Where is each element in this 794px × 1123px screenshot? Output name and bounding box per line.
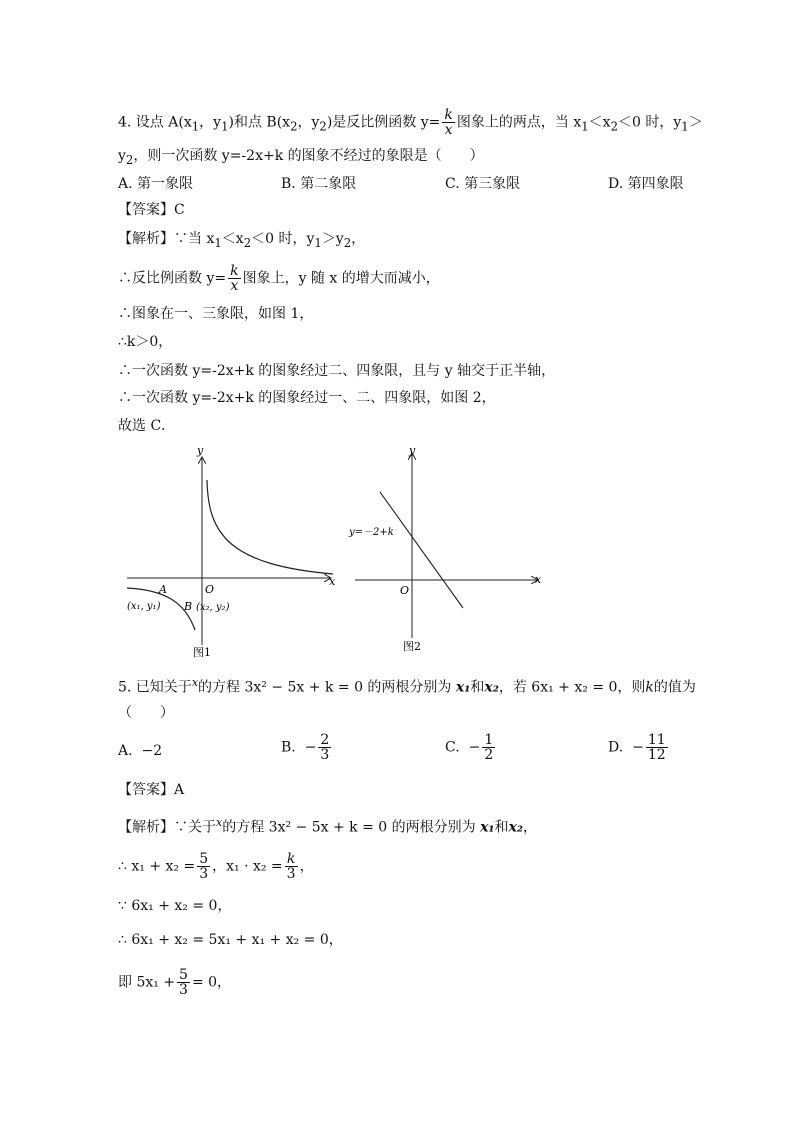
q5-option-d-frac: [646, 733, 668, 762]
q4-sub: 2: [319, 119, 327, 134]
q4-sub: 1: [214, 235, 222, 250]
q4-text: ＞: [688, 114, 703, 131]
fig1-coord-a: (x₁, y₁): [127, 601, 161, 612]
q4-analysis-line2: [118, 264, 440, 293]
fig1-x-label: x: [329, 575, 336, 588]
q5-text: −: [304, 739, 317, 756]
q5-text: 即 5x₁ +: [118, 974, 176, 991]
q5-text: 5. 已知关于: [118, 679, 192, 696]
q5-analysis-line5: [118, 968, 231, 997]
q4-analysis-line6: ∴一次函数 y=-2x+k 的图象经过一、二、四象限，如图 2，: [118, 390, 496, 406]
fig2-caption: 图2: [403, 640, 421, 653]
q4-text: ∴反比例函数 y=: [118, 270, 227, 287]
fig2-x-label: x: [535, 573, 542, 586]
q5-text: 的方程 3x² − 5x + k = 0 的两根分别为: [198, 679, 456, 696]
q5-analysis-line4: ∴ 6x₁ + x₂ = 5x₁ + x₁ + x₂ = 0，: [118, 932, 343, 948]
q5-text: 的方程 3x² − 5x + k = 0 的两根分别为: [222, 819, 481, 836]
fig2-y-label: y: [409, 444, 416, 457]
q5-text: −: [468, 739, 481, 756]
frac-num: 1: [484, 732, 494, 748]
q4-text: ＜x: [588, 114, 611, 131]
frac-den: 3: [320, 747, 330, 763]
q5-option-c-frac: [482, 733, 495, 762]
q5-option-b: [281, 733, 333, 762]
frac-den: 3: [199, 866, 209, 882]
frac-den: x: [230, 278, 239, 294]
q4-text: 图象上，y 随 x 的增大而减小，: [242, 270, 440, 287]
frac-den: 3: [179, 982, 188, 998]
q5-option-b-frac: [318, 733, 331, 762]
frac-num: k: [444, 107, 453, 123]
fig1-y-label: y: [197, 444, 204, 457]
frac-num: k: [230, 263, 239, 279]
q5-text: D.: [608, 739, 624, 756]
q4-text: ＜x: [221, 231, 244, 247]
q4-analysis-line4: ∴k＞0，: [118, 334, 173, 350]
q4-text: y: [118, 148, 126, 164]
fig1-curve-q1: [207, 480, 333, 574]
fig1-point-b: B: [184, 600, 193, 613]
q4-text: )和点 B(x: [228, 114, 291, 131]
q5-analysis-line1: [118, 813, 537, 838]
q5-text: 的值为: [653, 679, 696, 696]
q5-var: x₂: [484, 679, 499, 696]
fig2-line: [380, 492, 463, 608]
q4-text: ，: [351, 231, 366, 247]
q4-answer: 【答案】C: [118, 202, 185, 218]
q4-option-b: B. 第二象限: [281, 176, 357, 192]
q4-fraction-2: [228, 264, 240, 293]
q4-stem-line1: [118, 108, 703, 137]
frac-num: 11: [647, 732, 666, 748]
q4-fraction: [442, 108, 454, 137]
q5-var: x₁: [455, 679, 471, 696]
q4-analysis-line3: ∴图象在一、三象限，如图 1，: [118, 306, 314, 322]
q4-text: )是反比例函数 y=: [326, 114, 441, 131]
q4-text: ＜0 时，y: [251, 231, 315, 247]
fig2-origin: O: [400, 584, 410, 597]
q5-frac-k-3: [285, 852, 298, 881]
q4-text: 图象上的两点，当 x: [456, 114, 582, 131]
frac-num: k: [285, 852, 298, 867]
q5-stem-line2: （ ）: [118, 705, 174, 721]
q4-stem-line2: [118, 146, 484, 170]
frac-den: x: [444, 122, 453, 138]
fig1-point-a: A: [159, 583, 167, 596]
q5-var: x: [216, 816, 223, 829]
q5-answer: 【答案】A: [118, 782, 185, 798]
fig1-coord-b: (x₂, y₂): [196, 602, 230, 613]
q4-analysis-line7: 故选 C．: [118, 418, 176, 434]
q5-var: x₁: [480, 819, 495, 836]
q5-var: k: [645, 679, 654, 696]
q4-text: ，则一次函数 y=-2x+k 的图象不经过的象限是（ ）: [133, 148, 484, 164]
q4-text: ，y: [297, 114, 320, 131]
q5-text: −2: [141, 743, 163, 759]
fig2-line-label: y=－2+k: [349, 527, 394, 538]
q5-text: C.: [445, 739, 460, 756]
frac-num: 2: [320, 732, 330, 748]
q5-frac-5-3: [197, 852, 210, 881]
q5-text: ，若 6x₁ + x₂ = 0，则: [498, 679, 646, 696]
q5-stem-line1: [118, 673, 696, 698]
figure-1: [115, 440, 345, 665]
q4-sub: 2: [290, 119, 298, 134]
q4-text: ＞y: [321, 231, 344, 247]
q5-text: ，: [523, 819, 538, 836]
q4-text: 【解析】∵当 x: [118, 231, 215, 247]
q4-sub: 1: [221, 119, 229, 134]
frac-den: 2: [484, 747, 494, 763]
q5-text: ，x₁ · x₂ =: [212, 858, 283, 875]
q5-option-c: [445, 733, 497, 762]
q5-var: x₂: [508, 819, 524, 836]
q4-option-a: A. 第一象限: [118, 176, 194, 192]
q4-sub: 2: [343, 235, 352, 250]
q4-analysis-line5: ∴一次函数 y=-2x+k 的图象经过二、四象限，且与 y 轴交于正半轴，: [118, 363, 556, 379]
q5-text: 和: [494, 819, 509, 836]
q4-text: ＜0 时，y: [617, 114, 682, 131]
q4-option-d: D. 第四象限: [608, 176, 684, 192]
q5-option-d: [608, 733, 670, 762]
q5-text: A.: [118, 743, 133, 759]
q4-sub: 1: [681, 119, 689, 134]
q4-option-c: C. 第三象限: [445, 176, 521, 192]
q5-frac-5-3b: [177, 968, 190, 997]
q4-sub: 2: [610, 119, 618, 134]
q5-text: = 0，: [191, 974, 232, 991]
q4-sub: 2: [125, 152, 134, 167]
frac-num: 5: [179, 967, 188, 983]
frac-den: 12: [647, 747, 666, 763]
figure-2: [345, 440, 555, 655]
frac-num: 5: [199, 851, 209, 867]
fig1-origin: O: [205, 583, 215, 596]
q5-var: x: [191, 676, 199, 689]
q4-sub: 1: [191, 119, 200, 134]
q4-sub: 1: [581, 119, 589, 134]
q5-text: 和: [470, 679, 485, 696]
frac-den: 3: [286, 866, 296, 882]
q5-text: ，: [299, 858, 314, 875]
q4-sub: 1: [314, 235, 322, 250]
q5-text: ∴ x₁ + x₂ =: [118, 858, 196, 875]
q5-analysis-line3: ∵ 6x₁ + x₂ = 0，: [118, 898, 232, 914]
fig1-caption: 图1: [193, 646, 211, 659]
q5-text: −: [632, 739, 644, 756]
q5-text: B.: [281, 739, 296, 756]
q5-analysis-line2: [118, 852, 314, 881]
q4-analysis-line1: [118, 229, 365, 253]
q5-option-a: [118, 743, 162, 759]
q4-text: ，y: [199, 114, 222, 131]
q4-sub: 2: [243, 235, 252, 250]
q5-text: 【解析】∵关于: [118, 819, 216, 836]
q4-text: 4. 设点 A(x: [118, 114, 192, 131]
